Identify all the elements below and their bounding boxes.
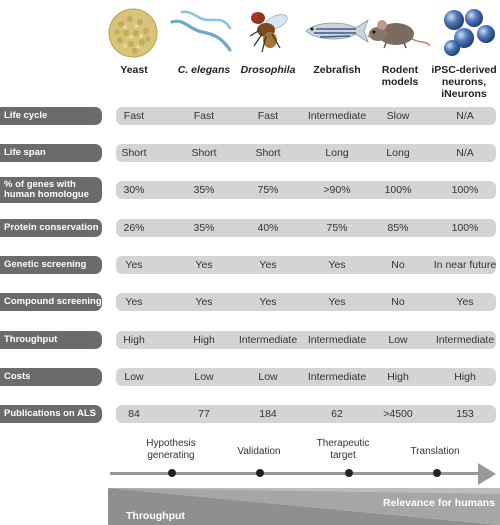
cell-ipsc: N/A [456,110,474,122]
row-label: Costs [0,368,102,386]
cell-drosophila: Low [258,371,278,383]
row-human-homologue [0,181,500,199]
timeline-stage-validation: Validation [237,446,281,457]
cell-yeast: Fast [123,110,145,122]
cell-ipsc: 100% [451,222,479,234]
row-costs [0,368,500,386]
column-header-rodent-models: Rodent models [381,64,419,88]
cell-zebrafish: Long [325,147,349,159]
row-protein-conservation [0,219,500,237]
rodent-mouse-icon [366,12,432,52]
cell-c-elegans: 35% [193,222,215,234]
timeline-stage-therapeutic-target: Therapeutic target [316,438,370,461]
row-label: Compound screening [0,293,102,311]
timeline-arrowhead [478,463,496,485]
row-life-cycle [0,107,500,125]
row-label: Life cycle [0,107,102,125]
timeline-dot [345,469,353,477]
cell-ipsc: Intermediate [435,334,495,346]
cell-yeast: High [123,334,145,346]
cell-yeast: 26% [123,222,145,234]
cell-c-elegans: 77 [198,408,210,420]
cell-rodent: No [391,259,405,271]
cell-zebrafish: Intermediate [307,371,367,383]
cell-ipsc: High [454,371,476,383]
cell-c-elegans: Yes [195,259,213,271]
drosophila-fly-icon [246,8,290,56]
cell-c-elegans: High [193,334,215,346]
relevance-for-humans-label: Relevance for humans [383,497,496,509]
c-elegans-worm-icon [168,8,234,56]
cell-drosophila: Short [255,147,281,159]
row-genetic-screening [0,256,500,274]
cell-zebrafish: 62 [331,408,343,420]
cell-zebrafish: Yes [328,259,346,271]
cell-rodent: 85% [387,222,409,234]
cell-drosophila: Fast [257,110,279,122]
cell-drosophila: Intermediate [238,334,298,346]
yeast-icon [106,6,160,60]
row-throughput [0,331,500,349]
column-header-yeast: Yeast [120,64,148,76]
timeline-arrow-line [110,472,480,475]
row-label: Genetic screening [0,256,102,274]
cell-ipsc: 153 [456,408,474,420]
cell-c-elegans: Fast [193,110,215,122]
cell-drosophila: 75% [257,184,279,196]
row-life-span [0,144,500,162]
cell-c-elegans: Yes [195,296,213,308]
column-header-c-elegans: C. elegans [177,64,231,76]
timeline-dot [256,469,264,477]
cell-zebrafish: Intermediate [307,334,367,346]
cell-c-elegans: 35% [193,184,215,196]
cell-zebrafish: Yes [328,296,346,308]
column-header-ipsc-neurons: iPSC-derived neurons, iNeurons [431,64,497,100]
row-label: Life span [0,144,102,162]
zebrafish-icon [302,14,372,48]
cell-drosophila: Yes [259,259,277,271]
cell-c-elegans: Short [191,147,217,159]
cell-yeast: Low [124,371,144,383]
column-header-zebrafish: Zebrafish [313,64,361,76]
cell-rodent: No [391,296,405,308]
cell-drosophila: 184 [259,408,277,420]
cell-rodent: Slow [386,110,410,122]
cell-drosophila: Yes [259,296,277,308]
row-compound-screening [0,293,500,311]
throughput-label: Throughput [126,510,185,522]
row-publications-als [0,405,500,423]
timeline-stage-translation: Translation [410,446,460,457]
cell-rodent: High [387,371,409,383]
ipsc-neurons-spheres-icon [440,8,498,58]
cell-zebrafish: >90% [323,184,351,196]
timeline-stage-hypothesis: Hypothesis generating [146,438,196,461]
cell-yeast: Short [121,147,147,159]
cell-rodent: Long [386,147,410,159]
cell-yeast: 84 [128,408,140,420]
cell-c-elegans: Low [194,371,214,383]
cell-yeast: Yes [125,296,143,308]
row-label: Publications on ALS [0,405,102,423]
timeline-dot [433,469,441,477]
column-header-drosophila: Drosophila [240,64,296,76]
cell-yeast: 30% [123,184,145,196]
cell-ipsc: 100% [451,184,479,196]
row-label: Protein conservation [0,219,102,237]
cell-zebrafish: 75% [326,222,348,234]
cell-ipsc: In near future [433,259,497,271]
timeline-dot [168,469,176,477]
cell-yeast: Yes [125,259,143,271]
cell-rodent: Low [388,334,408,346]
cell-drosophila: 40% [257,222,279,234]
row-label: Throughput [0,331,102,349]
row-label: % of genes with human homologue [0,177,102,203]
cell-rodent: 100% [384,184,412,196]
cell-rodent: >4500 [383,408,413,420]
cell-zebrafish: Intermediate [307,110,367,122]
cell-ipsc: N/A [456,147,474,159]
cell-ipsc: Yes [456,296,474,308]
